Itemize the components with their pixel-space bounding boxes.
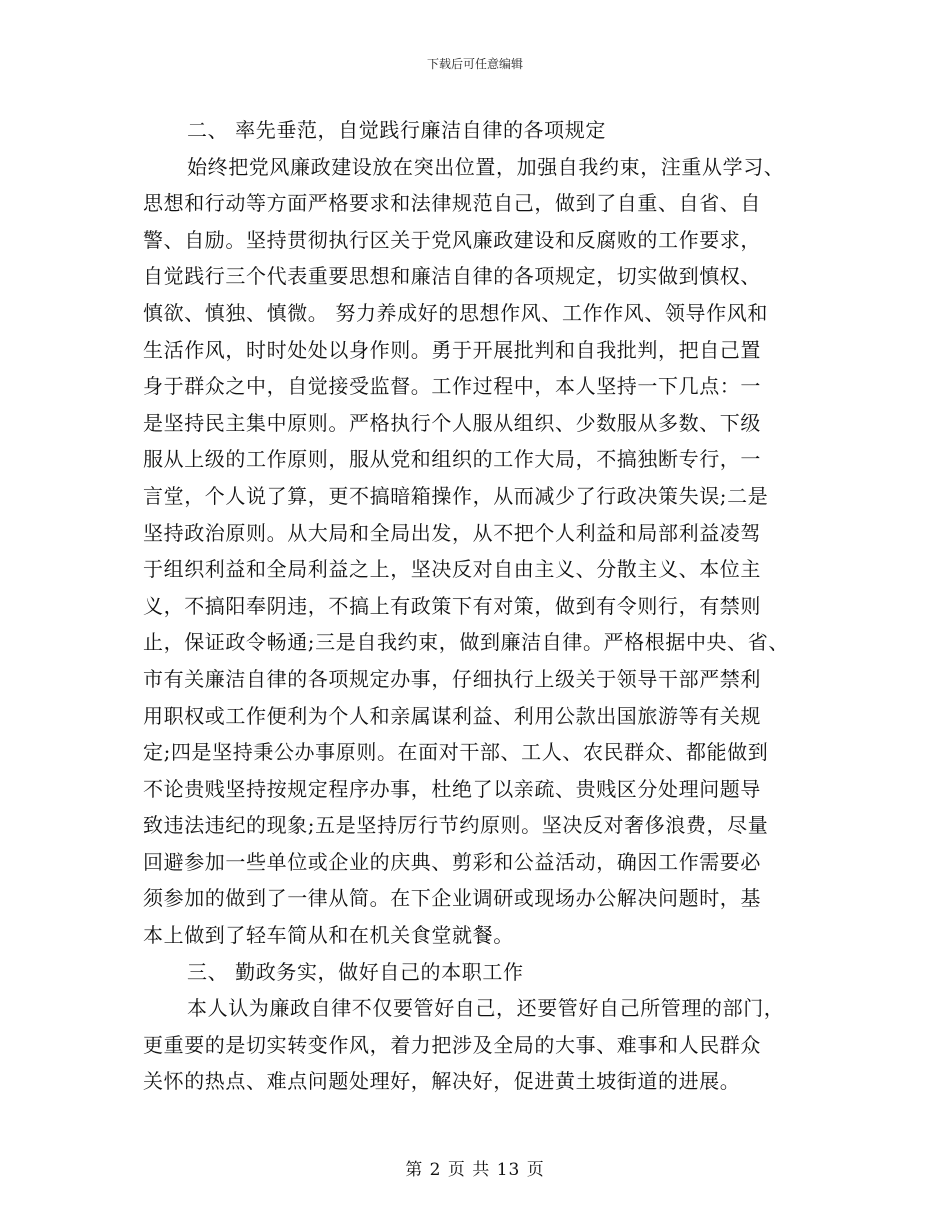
- paragraph-line: 不论贵贱坚持按规定程序办事，杜绝了以亲疏、贵贱区分处理问题导: [143, 776, 761, 801]
- paragraph-line: 用职权或工作便利为个人和亲属谋利益、利用公款出国旅游等有关规: [143, 703, 761, 728]
- paragraph-line: 须参加的做到了一律从简。在下企业调研或现场办公解决问题时，基: [143, 886, 761, 911]
- paragraph-line: 坚持政治原则。从大局和全局出发，从不把个人利益和局部利益凌驾: [143, 520, 761, 545]
- paragraph-line: 回避参加一些单位或企业的庆典、剪彩和公益活动，确因工作需要必: [143, 849, 761, 874]
- paragraph-line: 致违法违纪的现象;五是坚持厉行节约原则。坚决反对奢侈浪费，尽量: [143, 813, 769, 838]
- paragraph-line: 思想和行动等方面严格要求和法律规范自己，做到了自重、自省、自: [143, 191, 761, 216]
- paragraph-line: 本人认为廉政自律不仅要管好自己，还要管好自己所管理的部门，: [187, 996, 785, 1021]
- paragraph-line: 止，保证政令畅通;三是自我约束，做到廉洁自律。严格根据中央、省、: [143, 630, 789, 655]
- paragraph-line: 言堂，个人说了算，更不搞暗箱操作，从而减少了行政决策失误;二是: [143, 483, 769, 508]
- paragraph-line: 服从上级的工作原则，服从党和组织的工作大局，不搞独断专行，一: [143, 447, 761, 472]
- paragraph-line: 自觉践行三个代表重要思想和廉洁自律的各项规定，切实做到慎权、: [143, 264, 761, 289]
- paragraph-line: 警、自励。坚持贯彻执行区关于党风廉政建设和反腐败的工作要求，: [143, 227, 761, 252]
- section-heading: 三、 勤政务实，做好自己的本职工作: [187, 959, 524, 984]
- section-heading: 二、 率先垂范，自觉践行廉洁自律的各项规定: [187, 118, 606, 142]
- paragraph-line: 本上做到了轻车简从和在机关食堂就餐。: [143, 923, 514, 948]
- paragraph-line: 定;四是坚持秉公办事原则。在面对干部、工人、农民群众、都能做到: [143, 740, 769, 765]
- page-header: 下载后可任意编辑: [426, 57, 523, 71]
- paragraph-line: 市有关廉洁自律的各项规定办事，仔细执行上级关于领导干部严禁利: [143, 666, 761, 691]
- document-body: [143, 112, 823, 1100]
- paragraph-line: 义，不搞阳奉阴违，不搞上有政策下有对策，做到有令则行，有禁则: [143, 593, 761, 618]
- paragraph-line: 生活作风，时时处处以身作则。勇于开展批判和自我批判，把自己置: [143, 337, 761, 362]
- paragraph-line: 关怀的热点、难点问题处理好，解决好，促进黄土坡街道的进展。: [143, 1069, 741, 1094]
- page-footer: 第 2 页 共 13 页: [405, 1160, 545, 1180]
- paragraph-line: 身于群众之中，自觉接受监督。工作过程中，本人坚持一下几点：一: [143, 374, 761, 399]
- paragraph-line: 是坚持民主集中原则。严格执行个人服从组织、少数服从多数、下级: [143, 410, 761, 435]
- paragraph-line: 于组织利益和全局利益之上，坚决反对自由主义、分散主义、本位主: [143, 557, 761, 582]
- paragraph-line: 更重要的是切实转变作风，着力把涉及全局的大事、难事和人民群众: [143, 1032, 761, 1057]
- paragraph-line: 始终把党风廉政建设放在突出位置，加强自我约束，注重从学习、: [187, 154, 785, 179]
- paragraph-line: 慎欲、慎独、慎微。 努力养成好的思想作风、工作作风、领导作风和: [143, 300, 768, 325]
